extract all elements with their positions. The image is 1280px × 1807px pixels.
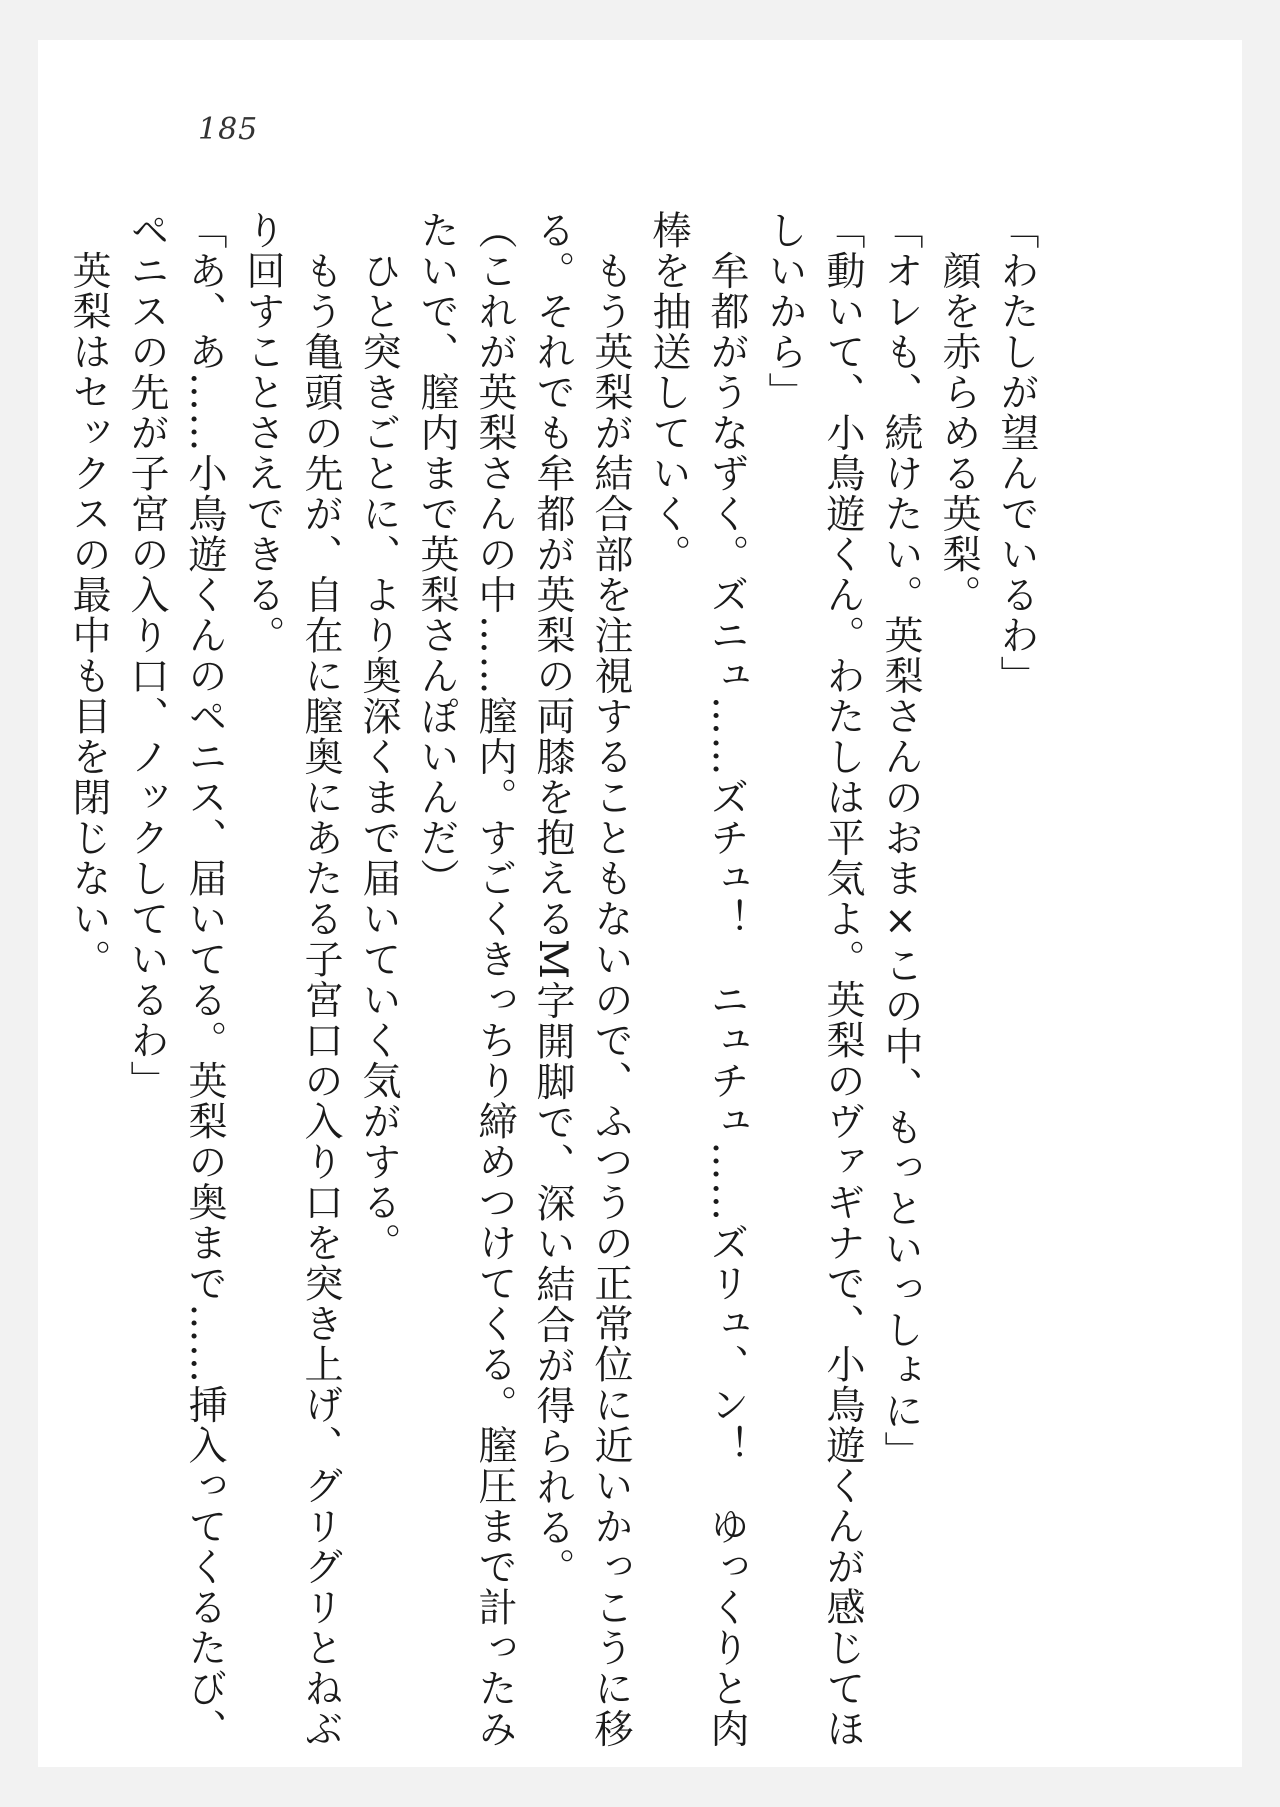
text-line: 顔を赤らめる英梨。 — [936, 210, 981, 615]
text-line: 牟都がうなずく。ズニュ……ズチュ！ ニュチュ……ズリュ、ン！ ゆっくりと肉 — [704, 210, 749, 1749]
text-line: もう亀頭の先が、自在に膣奥にあたる子宮口の入り口を突き上げ、グリグリとねぶ — [298, 210, 343, 1749]
text-line: る。それでも牟都が英梨の両膝を抱えるM字開脚で、深い結合が得られる。 — [530, 210, 575, 1588]
text-line: 「オレも、続けたい。英梨さんのおま×この中、もっといっしょに」 — [878, 210, 923, 1472]
text-line: （これが英梨さんの中……膣内。すごくきっちり締めつけてくる。膣圧まで計ったみ — [472, 210, 517, 1749]
text-line: しいから」 — [762, 210, 807, 413]
vertical-text-block — [59, 210, 1045, 1749]
text-line: ペニスの先が子宮の入り口、ノックしているわ」 — [124, 210, 169, 1101]
text-line: 「あ、あ……小鳥遊くんのペニス、届いてる。英梨の奥まで……挿入ってくるたび、 — [182, 210, 227, 1749]
text-line: たいで、膣内まで英梨さんぽいんだ） — [414, 210, 459, 899]
text-line: ひと突きごとに、より奥深くまで届いていく気がする。 — [356, 210, 401, 1263]
text-line: り回すことさえできる。 — [240, 210, 285, 656]
text-line: 英梨はセックスの最中も目を閉じない。 — [66, 210, 111, 980]
page-number: 185 — [198, 112, 259, 147]
text-line: 「わたしが望んでいるわ」 — [994, 210, 1039, 696]
text-line: 「動いて、小鳥遊くん。わたしは平気よ。英梨のヴァギナで、小鳥遊くんが感じてほ — [820, 210, 865, 1749]
text-line: もう英梨が結合部を注視することもないので、ふつうの正常位に近いかっこうに移 — [588, 210, 633, 1749]
text-line: 棒を抽送していく。 — [646, 210, 691, 575]
